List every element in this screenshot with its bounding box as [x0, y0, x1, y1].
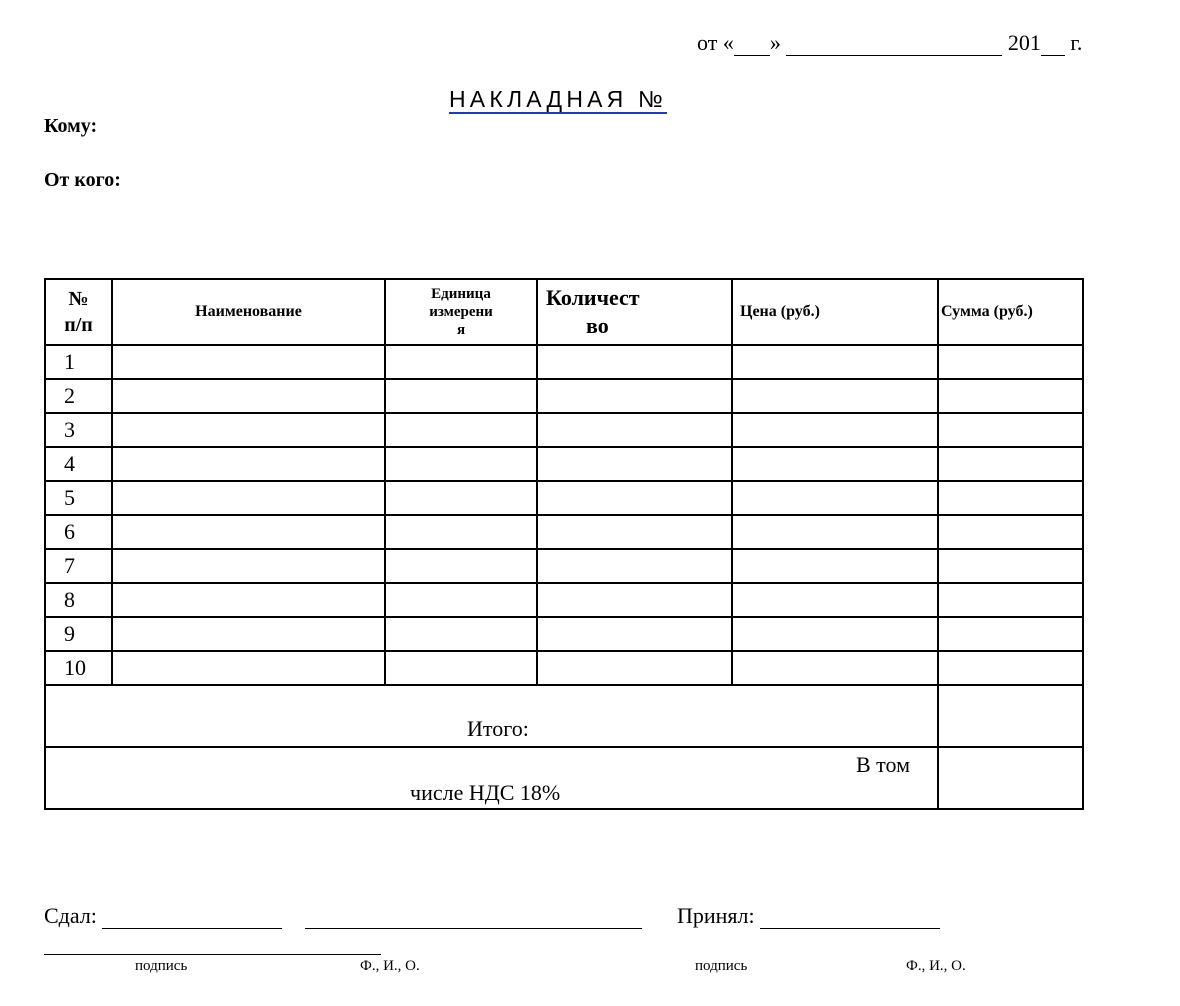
- row-name-cell[interactable]: [112, 379, 385, 413]
- col-header-name: Наименование: [112, 279, 385, 345]
- row-name-cell[interactable]: [112, 481, 385, 515]
- row-unit-cell[interactable]: [385, 413, 537, 447]
- row-unit-cell[interactable]: [385, 481, 537, 515]
- month-blank[interactable]: [786, 33, 1002, 56]
- row-num-cell: 5: [45, 481, 112, 515]
- day-blank[interactable]: [734, 33, 770, 56]
- table-row: [45, 549, 1083, 583]
- to-label: Кому:: [44, 115, 98, 137]
- row-num-cell: 1: [45, 345, 112, 379]
- handed-name-caption: Ф., И., О.: [360, 958, 420, 974]
- col-header-qty-line2: во: [586, 313, 609, 338]
- row-unit-cell[interactable]: [385, 583, 537, 617]
- from-label: От кого:: [44, 169, 121, 191]
- col-header-unit: [385, 279, 537, 345]
- row-unit-cell[interactable]: [385, 447, 537, 481]
- col-header-num: [45, 279, 112, 345]
- date-mid: »: [769, 30, 781, 55]
- row-name-cell[interactable]: [112, 651, 385, 685]
- row-qty-cell[interactable]: [537, 481, 732, 515]
- table-row: [45, 447, 1083, 481]
- vat-label-part2: числе НДС 18%: [410, 780, 561, 805]
- row-price-cell[interactable]: [732, 617, 938, 651]
- vat-label-part1: В том: [856, 752, 911, 777]
- col-header-qty: [537, 279, 732, 345]
- row-name-cell[interactable]: [112, 447, 385, 481]
- row-sum-cell[interactable]: [938, 617, 1083, 651]
- row-sum-cell[interactable]: [938, 379, 1083, 413]
- row-price-cell[interactable]: [732, 379, 938, 413]
- row-unit-cell[interactable]: [385, 345, 537, 379]
- row-sum-cell[interactable]: [938, 447, 1083, 481]
- row-qty-cell[interactable]: [537, 583, 732, 617]
- row-sum-cell[interactable]: [938, 413, 1083, 447]
- row-sum-cell[interactable]: [938, 583, 1083, 617]
- handed-name-line[interactable]: [305, 906, 642, 929]
- col-header-unit-line2: измерени: [429, 304, 493, 320]
- received-sign-caption: подпись: [695, 958, 748, 974]
- table-row: [45, 651, 1083, 685]
- row-qty-cell[interactable]: [537, 617, 732, 651]
- row-unit-cell[interactable]: [385, 617, 537, 651]
- invoice-table: [44, 278, 1084, 810]
- row-price-cell[interactable]: [732, 413, 938, 447]
- col-header-unit-line3: я: [456, 322, 466, 338]
- year-prefix: 201: [1007, 30, 1041, 55]
- received-name-caption: Ф., И., О.: [906, 958, 966, 974]
- col-header-unit-line1: Единица: [431, 286, 491, 302]
- row-sum-cell[interactable]: [938, 345, 1083, 379]
- row-qty-cell[interactable]: [537, 515, 732, 549]
- row-name-cell[interactable]: [112, 583, 385, 617]
- row-num-cell: 4: [45, 447, 112, 481]
- row-sum-cell[interactable]: [938, 651, 1083, 685]
- col-header-num-line2: п/п: [64, 314, 93, 336]
- row-qty-cell[interactable]: [537, 651, 732, 685]
- row-num-cell: 9: [45, 617, 112, 651]
- year-blank[interactable]: [1041, 33, 1065, 56]
- table-row: [45, 617, 1083, 651]
- row-name-cell[interactable]: [112, 413, 385, 447]
- table-row: [45, 583, 1083, 617]
- col-header-sum: Сумма (руб.): [938, 279, 1083, 345]
- row-price-cell[interactable]: [732, 481, 938, 515]
- row-qty-cell[interactable]: [537, 549, 732, 583]
- received-block: [677, 903, 940, 929]
- row-price-cell[interactable]: [732, 651, 938, 685]
- received-signature-line[interactable]: [760, 906, 940, 929]
- row-unit-cell[interactable]: [385, 515, 537, 549]
- row-name-cell[interactable]: [112, 515, 385, 549]
- total-sum-cell[interactable]: [938, 685, 1083, 747]
- col-header-price: Цена (руб.): [732, 279, 938, 345]
- col-header-qty-line1: Количест: [546, 285, 640, 310]
- table-header-row: [45, 279, 1083, 345]
- row-num-cell: 3: [45, 413, 112, 447]
- row-name-cell[interactable]: [112, 617, 385, 651]
- row-price-cell[interactable]: [732, 515, 938, 549]
- row-sum-cell[interactable]: [938, 549, 1083, 583]
- row-qty-cell[interactable]: [537, 345, 732, 379]
- row-price-cell[interactable]: [732, 549, 938, 583]
- total-row: [45, 685, 1083, 747]
- handed-label: Сдал:: [44, 903, 97, 928]
- row-price-cell[interactable]: [732, 345, 938, 379]
- table-row: [45, 379, 1083, 413]
- handed-sign-caption: подпись: [135, 958, 188, 974]
- row-qty-cell[interactable]: [537, 379, 732, 413]
- received-label: Принял:: [677, 903, 755, 928]
- row-sum-cell[interactable]: [938, 481, 1083, 515]
- handed-block: [44, 903, 282, 929]
- total-label-cell: [45, 685, 938, 747]
- row-num-cell: 2: [45, 379, 112, 413]
- row-qty-cell[interactable]: [537, 447, 732, 481]
- row-unit-cell[interactable]: [385, 379, 537, 413]
- row-price-cell[interactable]: [732, 447, 938, 481]
- extra-line: [44, 932, 381, 955]
- vat-sum-cell[interactable]: [938, 747, 1083, 809]
- table-row: [45, 481, 1083, 515]
- date-line: [697, 30, 1082, 56]
- row-num-cell: 6: [45, 515, 112, 549]
- col-header-num-line1: №: [68, 288, 89, 310]
- row-name-cell[interactable]: [112, 345, 385, 379]
- table-row: [45, 515, 1083, 549]
- row-num-cell: 8: [45, 583, 112, 617]
- row-sum-cell[interactable]: [938, 515, 1083, 549]
- row-unit-cell[interactable]: [385, 549, 537, 583]
- row-name-cell[interactable]: [112, 549, 385, 583]
- row-qty-cell[interactable]: [537, 413, 732, 447]
- document-title: НАКЛАДНАЯ №: [449, 86, 667, 112]
- row-num-cell: 10: [45, 651, 112, 685]
- row-num-cell: 7: [45, 549, 112, 583]
- year-suffix: г.: [1070, 30, 1083, 55]
- date-prefix: от «: [697, 30, 734, 55]
- table-row: [45, 413, 1083, 447]
- vat-label-cell: [45, 747, 938, 809]
- vat-row: [45, 747, 1083, 809]
- row-price-cell[interactable]: [732, 583, 938, 617]
- handed-signature-line[interactable]: [102, 906, 282, 929]
- table-row: [45, 345, 1083, 379]
- total-label: Итого:: [467, 716, 529, 741]
- row-unit-cell[interactable]: [385, 651, 537, 685]
